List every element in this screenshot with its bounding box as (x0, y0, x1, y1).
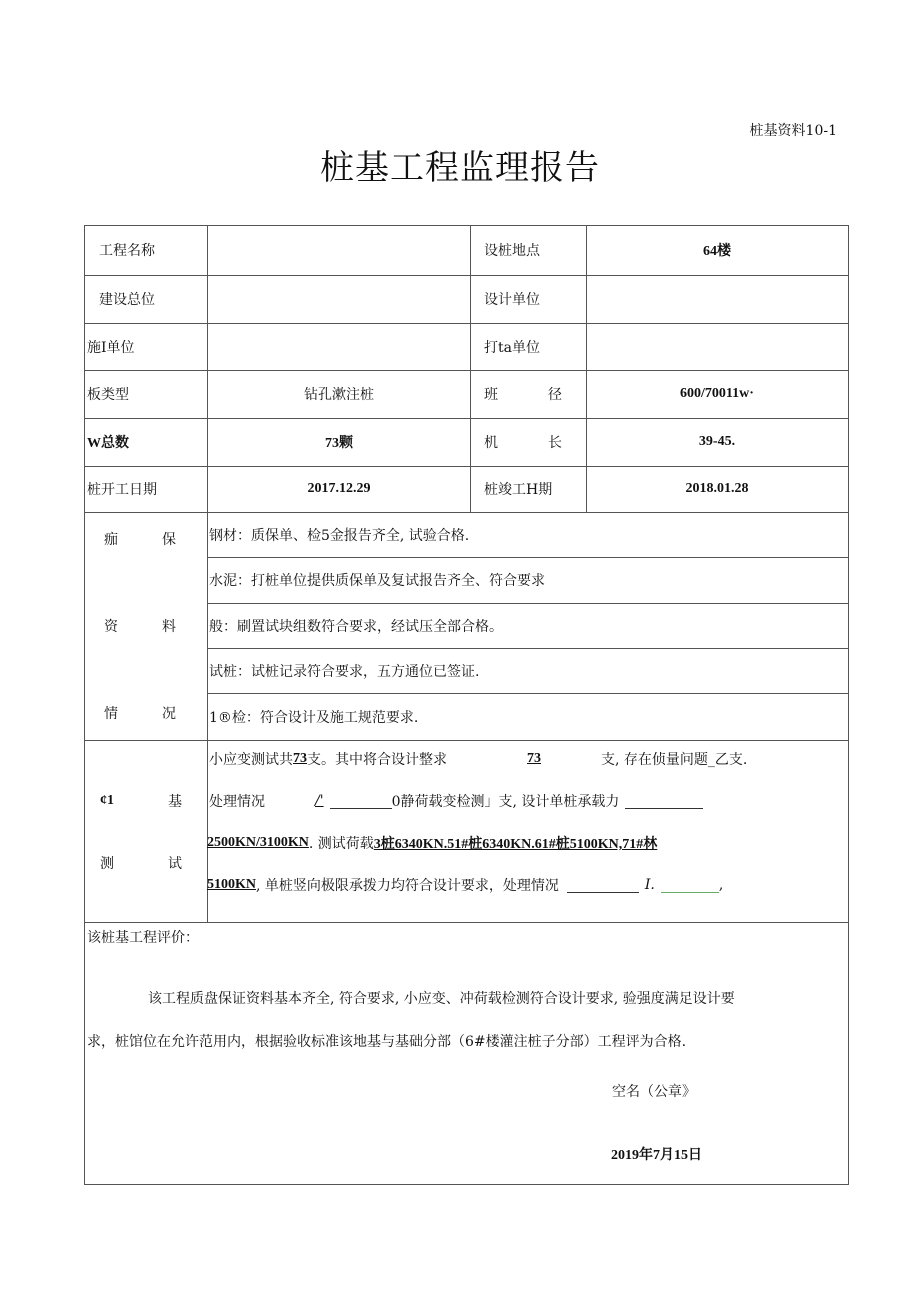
test-line-1 (209, 748, 747, 770)
document-code: 桩基资料10-1 (749, 123, 837, 139)
evaluation-text: 该工程质盘保证资料基本齐全, 符合要求, 小应变、冲荷载检测符合设计要求, 验强度满足设计要 (148, 991, 735, 1007)
divider (84, 740, 848, 741)
signature-seal: 空名（公章》 (612, 1084, 696, 1100)
page-title: 桩基工程监理报告 (320, 148, 600, 188)
test-label (100, 790, 182, 812)
text: 小应变测试共 (209, 752, 293, 768)
label-char: 班 (484, 387, 498, 403)
report-date: 2019年7月15日 (611, 1148, 702, 1163)
value: 2500KN/3100KN (207, 835, 309, 850)
blank (661, 878, 719, 893)
label-char: 长 (548, 435, 562, 451)
field-value (208, 323, 470, 370)
field-value: 39-45. (698, 434, 736, 449)
text: 0静荷载变检测」支, 设计单桩承载力 (391, 794, 620, 810)
label-char: ¢1 (100, 793, 114, 808)
field-value: 64楼 (703, 244, 731, 259)
label-char: 况 (162, 706, 176, 722)
text: 处理情况 (209, 794, 265, 810)
blank (625, 794, 703, 809)
blank (330, 794, 392, 809)
test-label (100, 852, 182, 874)
field-value: 600/70011w· (680, 386, 754, 401)
field-label: W总数 (87, 436, 129, 451)
value: /' (315, 793, 324, 809)
field-label (484, 370, 562, 418)
field-label: 打ta单位 (484, 339, 540, 356)
evaluation-text: 求，桩馆位在允许范用内，根据验收标准该地基与基础分部（6#楼灌注桩子分部）工程评为合格. (87, 1034, 687, 1050)
field-value: 2018.01.28 (685, 481, 749, 496)
label-char: 径 (548, 387, 562, 403)
quality-item: 1®检：符合设计及施工规范要求. (209, 709, 419, 726)
test-line-3 (207, 832, 657, 854)
field-label: 桩开工日期 (87, 482, 157, 498)
quality-item: 水泥：打桩单位提供质保单及复试报告齐全、符合要求 (209, 573, 545, 589)
text: . 测试荷载 (308, 836, 374, 852)
field-value: 2017.12.29 (307, 481, 371, 496)
field-value (587, 275, 847, 323)
label-char: 测 (100, 856, 114, 872)
value: 73 (527, 751, 541, 766)
field-value (208, 225, 470, 275)
text: 支, 存在侦量问题_乙支. (601, 752, 748, 768)
field-label: 设桩地点 (484, 243, 540, 259)
test-line-2 (209, 790, 703, 812)
label-char: 试 (168, 856, 182, 872)
text: 支。其中将合设计整求 (307, 752, 447, 768)
test-line-4 (207, 874, 723, 896)
field-label: 板类型 (87, 387, 129, 403)
text: , 单桩竖向极限承拨力均符合设计要求，处理情况 (256, 878, 559, 894)
field-label: 设计单位 (484, 292, 540, 308)
divider (84, 922, 848, 923)
quality-item: 试桩：试桩记录符合要求，五方通位已签证. (209, 663, 480, 680)
text: , (718, 877, 724, 893)
field-label: 桩竣工H期 (484, 482, 553, 498)
field-value (208, 275, 470, 323)
quality-item: 般：刷置试块组数符合要求，经试压全部合格。 (209, 618, 503, 635)
field-value (587, 323, 847, 370)
field-label (484, 418, 562, 466)
field-value: 钻孔漱注桩 (304, 387, 374, 403)
label-char: 机 (484, 435, 498, 451)
label-char: 情 (104, 706, 118, 722)
label-char: 保 (162, 532, 176, 548)
evaluation-heading: 该桩基工程评价： (87, 930, 199, 946)
value: 73 (293, 751, 307, 766)
blank (567, 878, 639, 893)
label-char: 基 (168, 794, 182, 810)
value: 3桩6340KN.51#桩6340KN.61#桩5100KN,71#林 (373, 837, 658, 852)
quality-item: 钢材：质保单、检5金报告齐全, 试验合格. (209, 527, 470, 544)
divider (470, 225, 471, 512)
field-label: 施I单位 (87, 339, 135, 356)
field-value: 73颗 (325, 436, 353, 451)
field-label: 建设总位 (99, 292, 155, 308)
label-char: 资 (104, 619, 118, 635)
field-label: 工程名称 (99, 243, 155, 259)
label-char: 料 (162, 619, 176, 635)
label-char: 痂 (104, 532, 118, 548)
value: I. (644, 877, 655, 893)
value: 5100KN (207, 877, 256, 892)
